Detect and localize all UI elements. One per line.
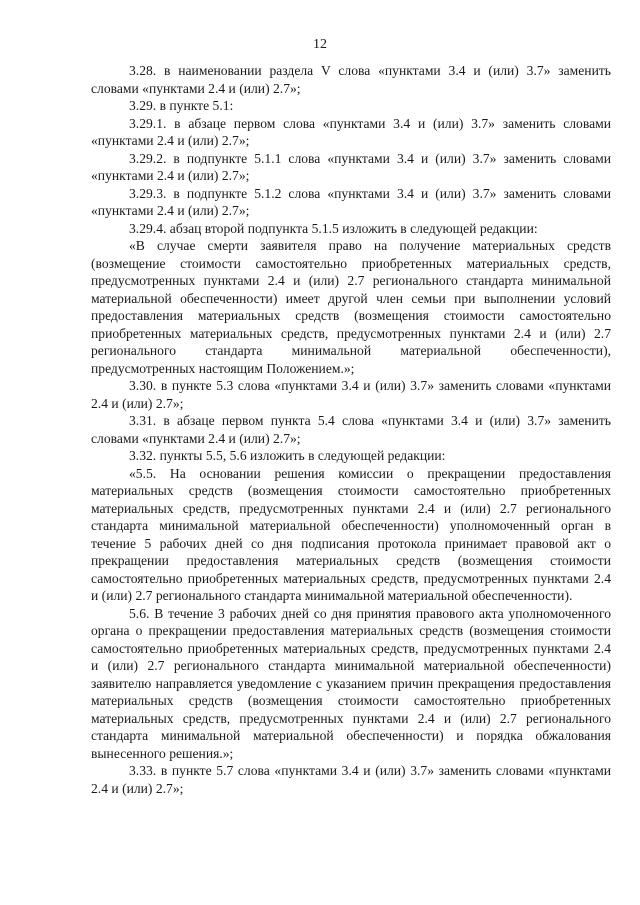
paragraph-3-33: 3.33. в пункте 5.7 слова «пунктами 3.4 и (или) 3.7» заменить словами «пунктами 2.4 и (или) 2.7»; <box>91 763 611 796</box>
quoted-paragraph-5-6: 5.6. В течение 3 рабочих дней со дня принятия правового акта уполномоченного органа о прекращении предоставления материальных средств (возмещения стоимости самостоятельно приобретенных материальных средств, предусмотренных пунктами 2.4 и (или) 2.7 регионального стандарта минимальной материальной обеспеченности) заявителю направляется уведомление с указанием причин прекращения предоставления материальных средств (возмещения стоимости самостоятельно приобретенных материальных средств, предусмотренных пунктами 2.4 и (или) 2.7 регионального стандарта минимальной материальной обеспеченности) и порядка обжалования вынесенного решения.»; <box>91 605 611 761</box>
paragraph-3-30: 3.30. в пункте 5.3 слова «пунктами 3.4 и (или) 3.7» заменить словами «пунктами 2.4 и (или) 2.7»; <box>91 378 611 411</box>
quoted-paragraph-5-1-5: «В случае смерти заявителя право на получение материальных средств (возмещение стоимости самостоятельно приобретенных материальных средств, предусмотренных пунктами 2.4 и (или) 2.7 регионального стандарта минимальной материальной обеспеченности) имеет другой член семьи при выполнении условий предоставления материальных средств (возмещения стоимости самостоятельно приобретенных материальных средств, предусмотренных пунктами 2.4 и (или) 2.7 регионального стандарта минимальной материальной обеспеченности), предусмотренных настоящим Положением.»; <box>91 238 611 376</box>
paragraph-3-32: 3.32. пункты 5.5, 5.6 изложить в следующей редакции: <box>129 448 446 463</box>
paragraph-3-29: 3.29. в пункте 5.1: <box>129 98 234 113</box>
paragraph-3-29-4: 3.29.4. абзац второй подпункта 5.1.5 изложить в следующей редакции: <box>129 220 538 236</box>
paragraph-3-29-3: 3.29.3. в подпункте 5.1.2 слова «пунктами 3.4 и (или) 3.7» заменить словами «пунктами 2.4 и (или) 2.7»; <box>91 185 611 218</box>
paragraph-3-29-2: 3.29.2. в подпункте 5.1.1 слова «пунктами 3.4 и (или) 3.7» заменить словами «пунктами 2.4 и (или) 2.7»; <box>91 150 611 183</box>
paragraph-3-29-1: 3.29.1. в абзаце первом слова «пунктами 3.4 и (или) 3.7» заменить словами «пунктами 2.4 и (или) 2.7»; <box>91 115 611 148</box>
paragraph-3-31: 3.31. в абзаце первом пункта 5.4 слова «пунктами 3.4 и (или) 3.7» заменить словами «пунктами 2.4 и (или) 2.7»; <box>91 413 611 446</box>
document-body <box>91 62 611 797</box>
quoted-paragraph-5-5: «5.5. На основании решения комиссии о прекращении предоставления материальных средств (возмещения стоимости самостоятельно приобретенных материальных средств, предусмотренных пунктами 2.4 и (или) 2.7 регионального стандарта минимальной материальной обеспеченности) уполномоченный орган в течение 5 рабочих дней со дня подписания протокола принимает правовой акт о прекращении предоставления материальных средств (возмещения стоимости самостоятельно приобретенных материальных средств, предусмотренных пунктами 2.4 и (или) 2.7 регионального стандарта минимальной материальной обеспеченности). <box>91 465 611 603</box>
paragraph-3-28: 3.28. в наименовании раздела V слова «пунктами 3.4 и (или) 3.7» заменить словами «пунктами 2.4 и (или) 2.7»; <box>91 63 611 96</box>
page-number: 12 <box>313 37 327 52</box>
